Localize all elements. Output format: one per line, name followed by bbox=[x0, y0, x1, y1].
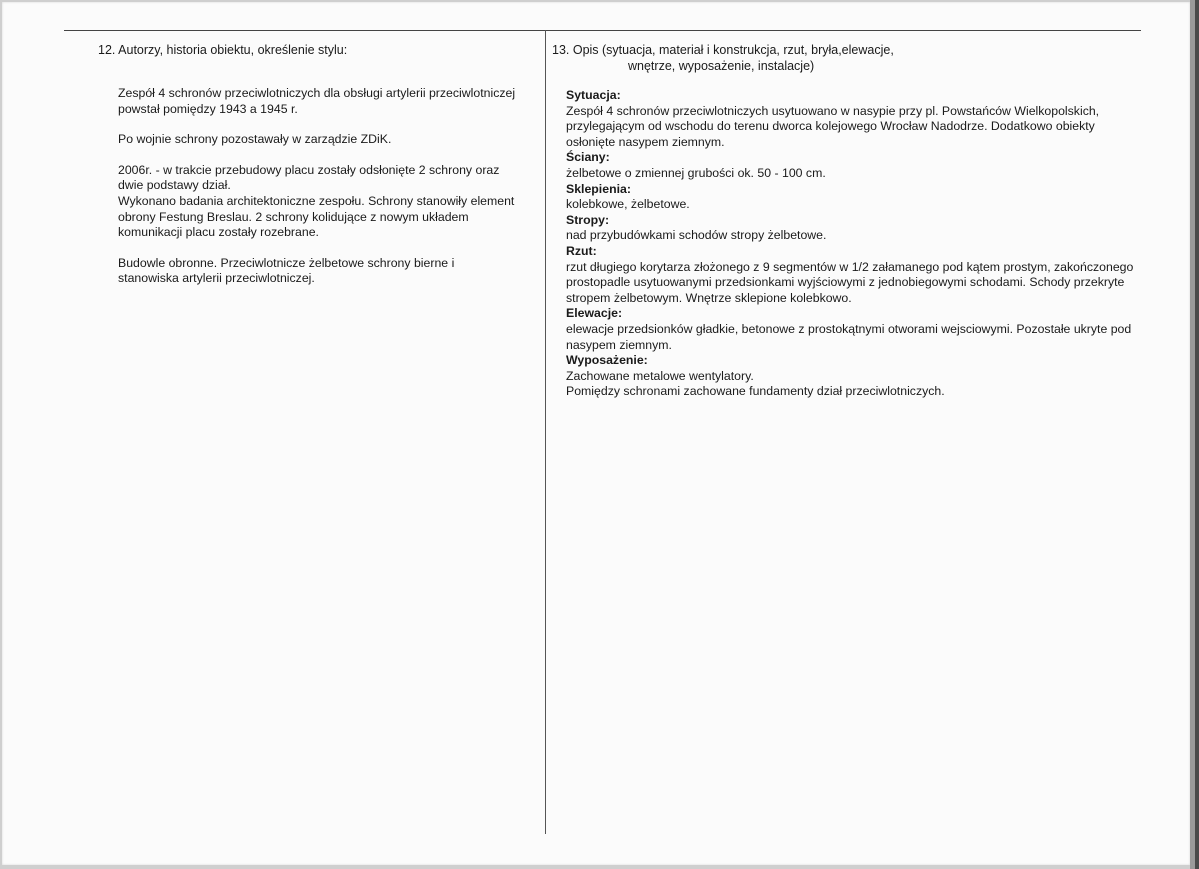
section-label-rzut: Rzut: bbox=[566, 243, 597, 258]
section-text-sytuacja: Zespół 4 schronów przeciwlotniczych usytuowano w nasypie przy pl. Powstańców Wielkopolskich, przylegającym od wschodu do terenu dworca kolejowego Wrocław Nadodrze. Dodatkowo obiekty osłonięte nasypem ziemnym. bbox=[566, 103, 1100, 149]
history-paragraph-4: Wykonano badania architektoniczne zespołu. Schrony stanowiły element obrony Festung Breslau. 2 schrony kolidujące z nowym układem komunikacji placu zostały rozebrane. bbox=[118, 193, 515, 240]
section-text-rzut: rzut długiego korytarza złożonego z 9 segmentów w 1/2 załamanego pod kątem prostym, zakończonego prostopadle usytuowanymi przedsionkami wyjściowymi z jednobiegowymi schodami. Schody przekryte stropem żelbetowym. Wnętrze sklepione kolebkowo. bbox=[566, 259, 1134, 305]
scan-edge-shadow bbox=[1195, 0, 1199, 869]
section-label-wyposazenie: Wyposażenie: bbox=[566, 353, 648, 368]
right-column bbox=[552, 42, 1142, 400]
section-text-elewacje: elewacje przedsionków gładkie, betonowe z prostokątnymi otworami wejsciowymi. Pozostałe ukryte pod nasypem ziemnym. bbox=[566, 321, 1132, 352]
right-heading bbox=[552, 42, 1142, 74]
section-label-sklepienia: Sklepienia: bbox=[566, 181, 631, 196]
section-label-sciany: Ściany: bbox=[566, 150, 610, 165]
section-text-sklepienia: kolebkowe, żelbetowe. bbox=[566, 197, 690, 212]
section-text-wyposazenie: Zachowane metalowe wentylatory. bbox=[566, 368, 754, 383]
section-label-stropy: Stropy: bbox=[566, 212, 610, 227]
right-heading-line-1: 13. Opis (sytuacja, materiał i konstrukcja, rzut, bryła,elewacje, bbox=[552, 43, 894, 57]
top-rule bbox=[64, 30, 1141, 31]
column-divider bbox=[545, 30, 546, 834]
section-label-elewacje: Elewacje: bbox=[566, 306, 623, 321]
history-paragraph-3: 2006r. - w trakcie przebudowy placu zostały odsłonięte 2 schrony oraz dwie podstawy dział. bbox=[118, 162, 500, 193]
history-paragraph-1: Zespół 4 schronów przeciwlotniczych dla obsługi artylerii przeciwlotniczej powstał pomiędzy 1943 a 1945 r. bbox=[118, 86, 516, 116]
section-text-sciany: żelbetowe o zmiennej grubości ok. 50 - 100 cm. bbox=[566, 165, 826, 180]
section-text-fundamenty: Pomiędzy schronami zachowane fundamenty dział przeciwlotniczych. bbox=[566, 384, 945, 399]
left-body bbox=[98, 86, 518, 287]
left-heading: 12. Autorzy, historia obiektu, określenie stylu: bbox=[98, 43, 348, 57]
history-paragraph-2: Po wojnie schrony pozostawały w zarządzie ZDiK. bbox=[118, 132, 392, 147]
right-heading-line-2: wnętrze, wyposażenie, instalacje) bbox=[628, 59, 815, 73]
left-column bbox=[98, 42, 528, 302]
right-body bbox=[552, 88, 1141, 400]
section-label-sytuacja: Sytuacja: bbox=[566, 88, 621, 102]
style-paragraph: Budowle obronne. Przeciwlotnicze żelbetowe schrony bierne i stanowiska artylerii przeciwlotniczej. bbox=[118, 255, 455, 286]
section-text-stropy: nad przybudówkami schodów stropy żelbetowe. bbox=[566, 228, 827, 243]
